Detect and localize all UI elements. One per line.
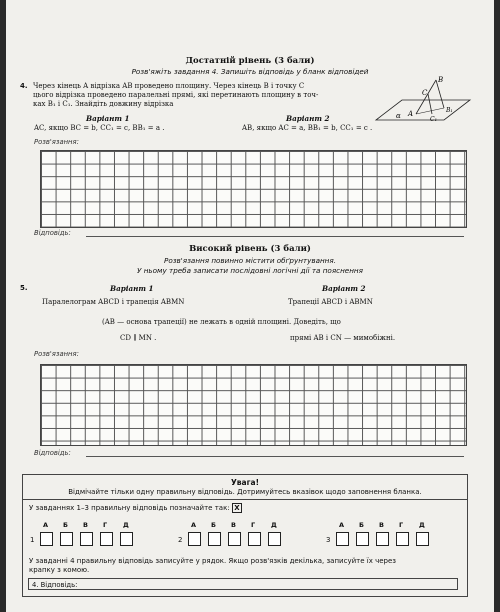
- section1-title: Достатній рівень (3 бали): [185, 56, 315, 66]
- task4-variant2-text: AB, якщо AC = a, BB₁ = b, CC₁ = c .: [242, 124, 373, 132]
- answer-checkbox[interactable]: [376, 532, 389, 546]
- answer-checkbox[interactable]: [208, 532, 221, 546]
- option-letter: Г: [103, 521, 108, 529]
- task5-answer-label: Відповідь:: [34, 449, 71, 457]
- task4-text-line1: Через кінець A відрізка AB проведено площину. Через кінець B і точку C: [33, 82, 305, 90]
- option-letter: А: [43, 521, 49, 529]
- answer-checkbox[interactable]: [396, 532, 409, 546]
- x-mark-example: X: [232, 503, 242, 513]
- task5-variant2-line1: Трапеції ABCD і ABMN: [288, 298, 373, 306]
- answer-4-field[interactable]: 4. Відповідь:: [28, 578, 458, 590]
- line-ab1: [416, 108, 444, 114]
- task5-variant2-line2: прямі AB і CN — мимобіжні.: [290, 334, 396, 342]
- option-letter: Д: [123, 521, 129, 529]
- answer-checkbox[interactable]: [40, 532, 53, 546]
- warning-text: Відмічайте тільки одну правильну відповідь. Дотримуйтесь вказівок щодо заповнення бланка.: [68, 488, 422, 496]
- option-letter: В: [379, 521, 384, 529]
- task5-variant1-title: Варіант 1: [110, 284, 154, 293]
- answer-checkbox[interactable]: [228, 532, 241, 546]
- task5-answer-line[interactable]: [86, 456, 464, 457]
- instruction-4-line1: У завданні 4 правильну відповідь записуйте у рядок. Якщо розв'язків декілька, записуйте їх через: [29, 557, 396, 565]
- instruction-1-3: [29, 503, 242, 513]
- section2-subtitle-line1: Розв'язання повинно містити обґрунтування.: [164, 256, 336, 265]
- option-letter: Б: [63, 521, 68, 529]
- option-letter: Б: [359, 521, 364, 529]
- label-B1: B₁: [446, 107, 453, 114]
- worksheet-page: [6, 0, 494, 612]
- option-letter: В: [83, 521, 88, 529]
- task5-variant1-line2: CD ∥ MN .: [120, 334, 157, 342]
- option-letter: Б: [211, 521, 216, 529]
- option-letter: Г: [399, 521, 404, 529]
- option-letter: В: [231, 521, 236, 529]
- instruction-4-line2: крапку з комою.: [29, 566, 90, 574]
- answer-checkbox[interactable]: [336, 532, 349, 546]
- task5-common-line: (AB — основа трапеції) не лежать в одній площині. Доведіть, що: [102, 318, 341, 326]
- task4-text-line2: цього відрізка проведено паралельні прямі, які перетинають площину в точ-: [33, 91, 319, 99]
- task4-number: 4.: [20, 82, 28, 90]
- task4-answer-line[interactable]: [86, 236, 464, 237]
- answer-checkbox[interactable]: [356, 532, 369, 546]
- task4-figure: [372, 74, 472, 126]
- answer-checkbox[interactable]: [416, 532, 429, 546]
- question-number: 3: [326, 536, 331, 544]
- answer-checkbox[interactable]: [188, 532, 201, 546]
- answer-checkbox[interactable]: [120, 532, 133, 546]
- option-letter: Д: [271, 521, 277, 529]
- task5-solution-label: Розв'язання:: [34, 350, 79, 358]
- task4-solution-label: Розв'язання:: [34, 138, 79, 146]
- task5-variant1-line1: Паралелограм ABCD і трапеція ABMN: [42, 298, 185, 306]
- plane-alpha: [376, 100, 470, 120]
- section2-subtitle-line2: У ньому треба записати послідовні логічні дії та пояснення: [137, 266, 363, 275]
- line-bb1: [436, 80, 444, 108]
- task4-text-line3: ках B₁ і C₁. Знайдіть довжину відрізка: [33, 100, 174, 108]
- task4-variant2-title: Варіант 2: [286, 114, 330, 123]
- answer-checkbox[interactable]: [248, 532, 261, 546]
- warning-title: Увага!: [231, 478, 259, 487]
- task5-solution-grid[interactable]: [40, 364, 467, 446]
- task4-answer-label: Відповідь:: [34, 229, 71, 237]
- answer-checkbox[interactable]: [268, 532, 281, 546]
- answer-checkbox[interactable]: [100, 532, 113, 546]
- task4-variant1-text: AC, якщо BC = b, CC₁ = c, BB₁ = a .: [34, 124, 165, 132]
- segment-ab: [416, 80, 436, 114]
- instruction-1-3-text: У завданнях 1–3 правильну відповідь позначайте так:: [29, 504, 230, 512]
- divider: [23, 499, 467, 500]
- instruction-4: [29, 557, 396, 575]
- option-letter: Д: [419, 521, 425, 529]
- option-letter: А: [339, 521, 345, 529]
- task4-variant1-title: Варіант 1: [86, 114, 130, 123]
- option-letter: Г: [251, 521, 256, 529]
- label-C: C: [422, 89, 428, 97]
- task5-variant2-title: Варіант 2: [322, 284, 366, 293]
- answer-checkbox[interactable]: [80, 532, 93, 546]
- task4-solution-grid[interactable]: [40, 150, 467, 228]
- label-A: A: [408, 110, 414, 118]
- answer-checkbox[interactable]: [60, 532, 73, 546]
- label-alpha: α: [396, 112, 401, 120]
- question-number: 1: [30, 536, 35, 544]
- option-letter: А: [191, 521, 197, 529]
- label-C1: C₁: [430, 116, 437, 123]
- question-number: 2: [178, 536, 183, 544]
- section1-subtitle: Розв'яжіть завдання 4. Запишіть відповідь у бланк відповідей: [131, 67, 369, 76]
- section2-title: Високий рівень (3 бали): [189, 244, 311, 254]
- label-B: B: [438, 76, 444, 84]
- task5-number: 5.: [20, 284, 28, 292]
